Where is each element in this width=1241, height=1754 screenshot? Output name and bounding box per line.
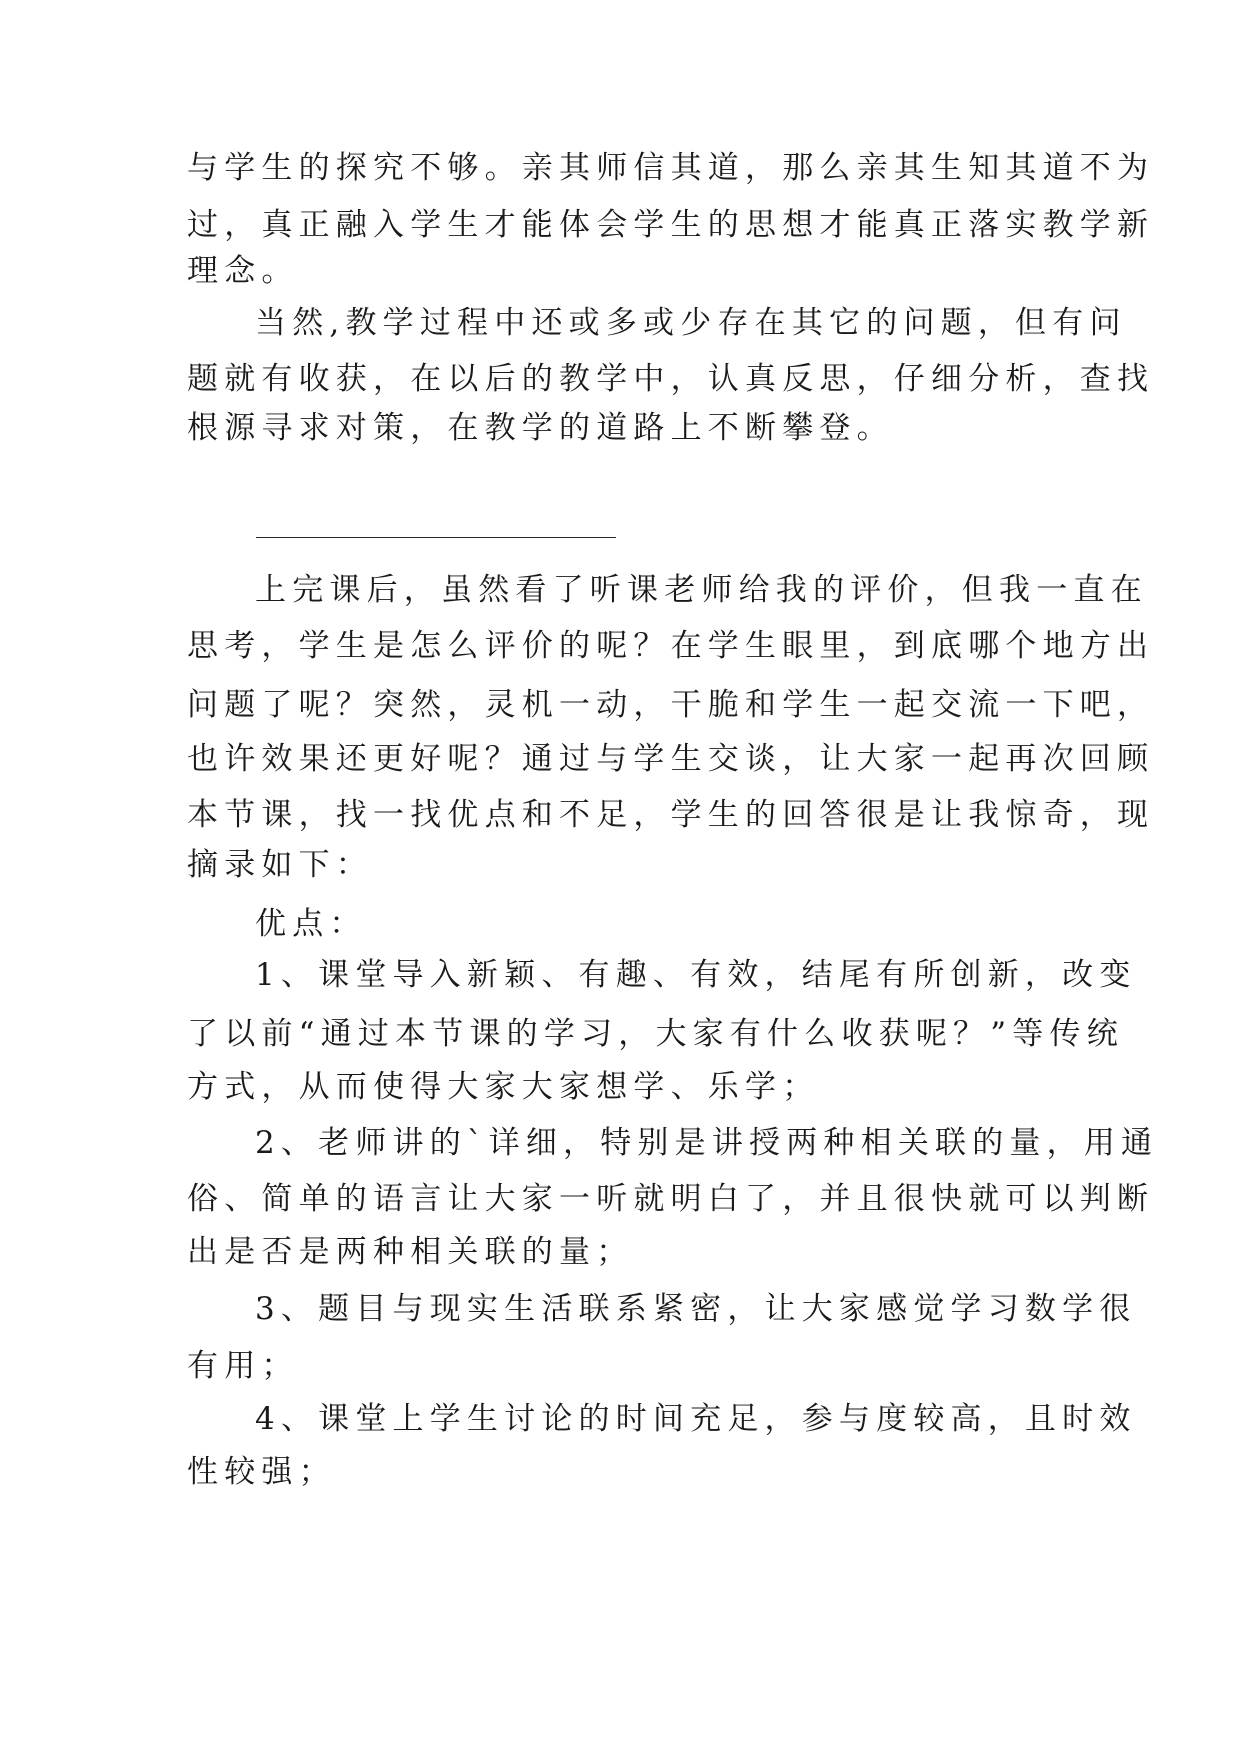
- text-line: 与学生的探究不够。亲其师信其道，那么亲其生知其道不为: [187, 150, 1155, 186]
- text-line: 俗、简单的语言让大家一听就明白了，并且很快就可以判断: [187, 1181, 1155, 1217]
- text-line: 出是否是两种相关联的量；: [187, 1234, 634, 1270]
- text-line: 性较强；: [187, 1454, 336, 1490]
- text-line: 也许效果还更好呢？通过与学生交谈，让大家一起再次回顾: [187, 741, 1155, 777]
- text-line: 优点：: [255, 906, 367, 942]
- text-line: 3、题目与现实生活联系紧密，让大家感觉学习数学很: [255, 1291, 1137, 1327]
- text-line: 根源寻求对策，在教学的道路上不断攀登。: [187, 410, 894, 446]
- text-line: 当然,教学过程中还或多或少存在其它的问题，但有问: [255, 305, 1127, 341]
- text-line: 过，真正融入学生才能体会学生的思想才能真正落实教学新: [187, 207, 1155, 243]
- text-line: 本节课，找一找优点和不足，学生的回答很是让我惊奇，现: [187, 797, 1155, 833]
- text-line: 问题了呢？突然，灵机一动，干脆和学生一起交流一下吧，: [187, 687, 1155, 723]
- text-line: 摘录如下：: [187, 847, 373, 883]
- text-line: 理念。: [187, 253, 299, 289]
- text-line: 有用；: [187, 1348, 299, 1384]
- text-line: 2、老师讲的`详细，特别是讲授两种相关联的量，用通: [255, 1125, 1159, 1161]
- text-line: 上完课后，虽然看了听课老师给我的评价，但我一直在: [255, 572, 1148, 608]
- text-line: 4、课堂上学生讨论的时间充足，参与度较高，且时效: [255, 1401, 1137, 1437]
- text-line: 方式，从而使得大家大家想学、乐学；: [187, 1069, 820, 1105]
- text-line: 1、课堂导入新颖、有趣、有效，结尾有所创新，改变: [255, 957, 1137, 993]
- text-line: 了以前“通过本节课的学习，大家有什么收获呢？”等传统: [187, 1016, 1124, 1052]
- text-line: 思考，学生是怎么评价的呢？在学生眼里，到底哪个地方出: [187, 628, 1155, 664]
- text-line: 题就有收获，在以后的教学中，认真反思，仔细分析，查找: [187, 361, 1155, 397]
- section-divider: [256, 537, 616, 538]
